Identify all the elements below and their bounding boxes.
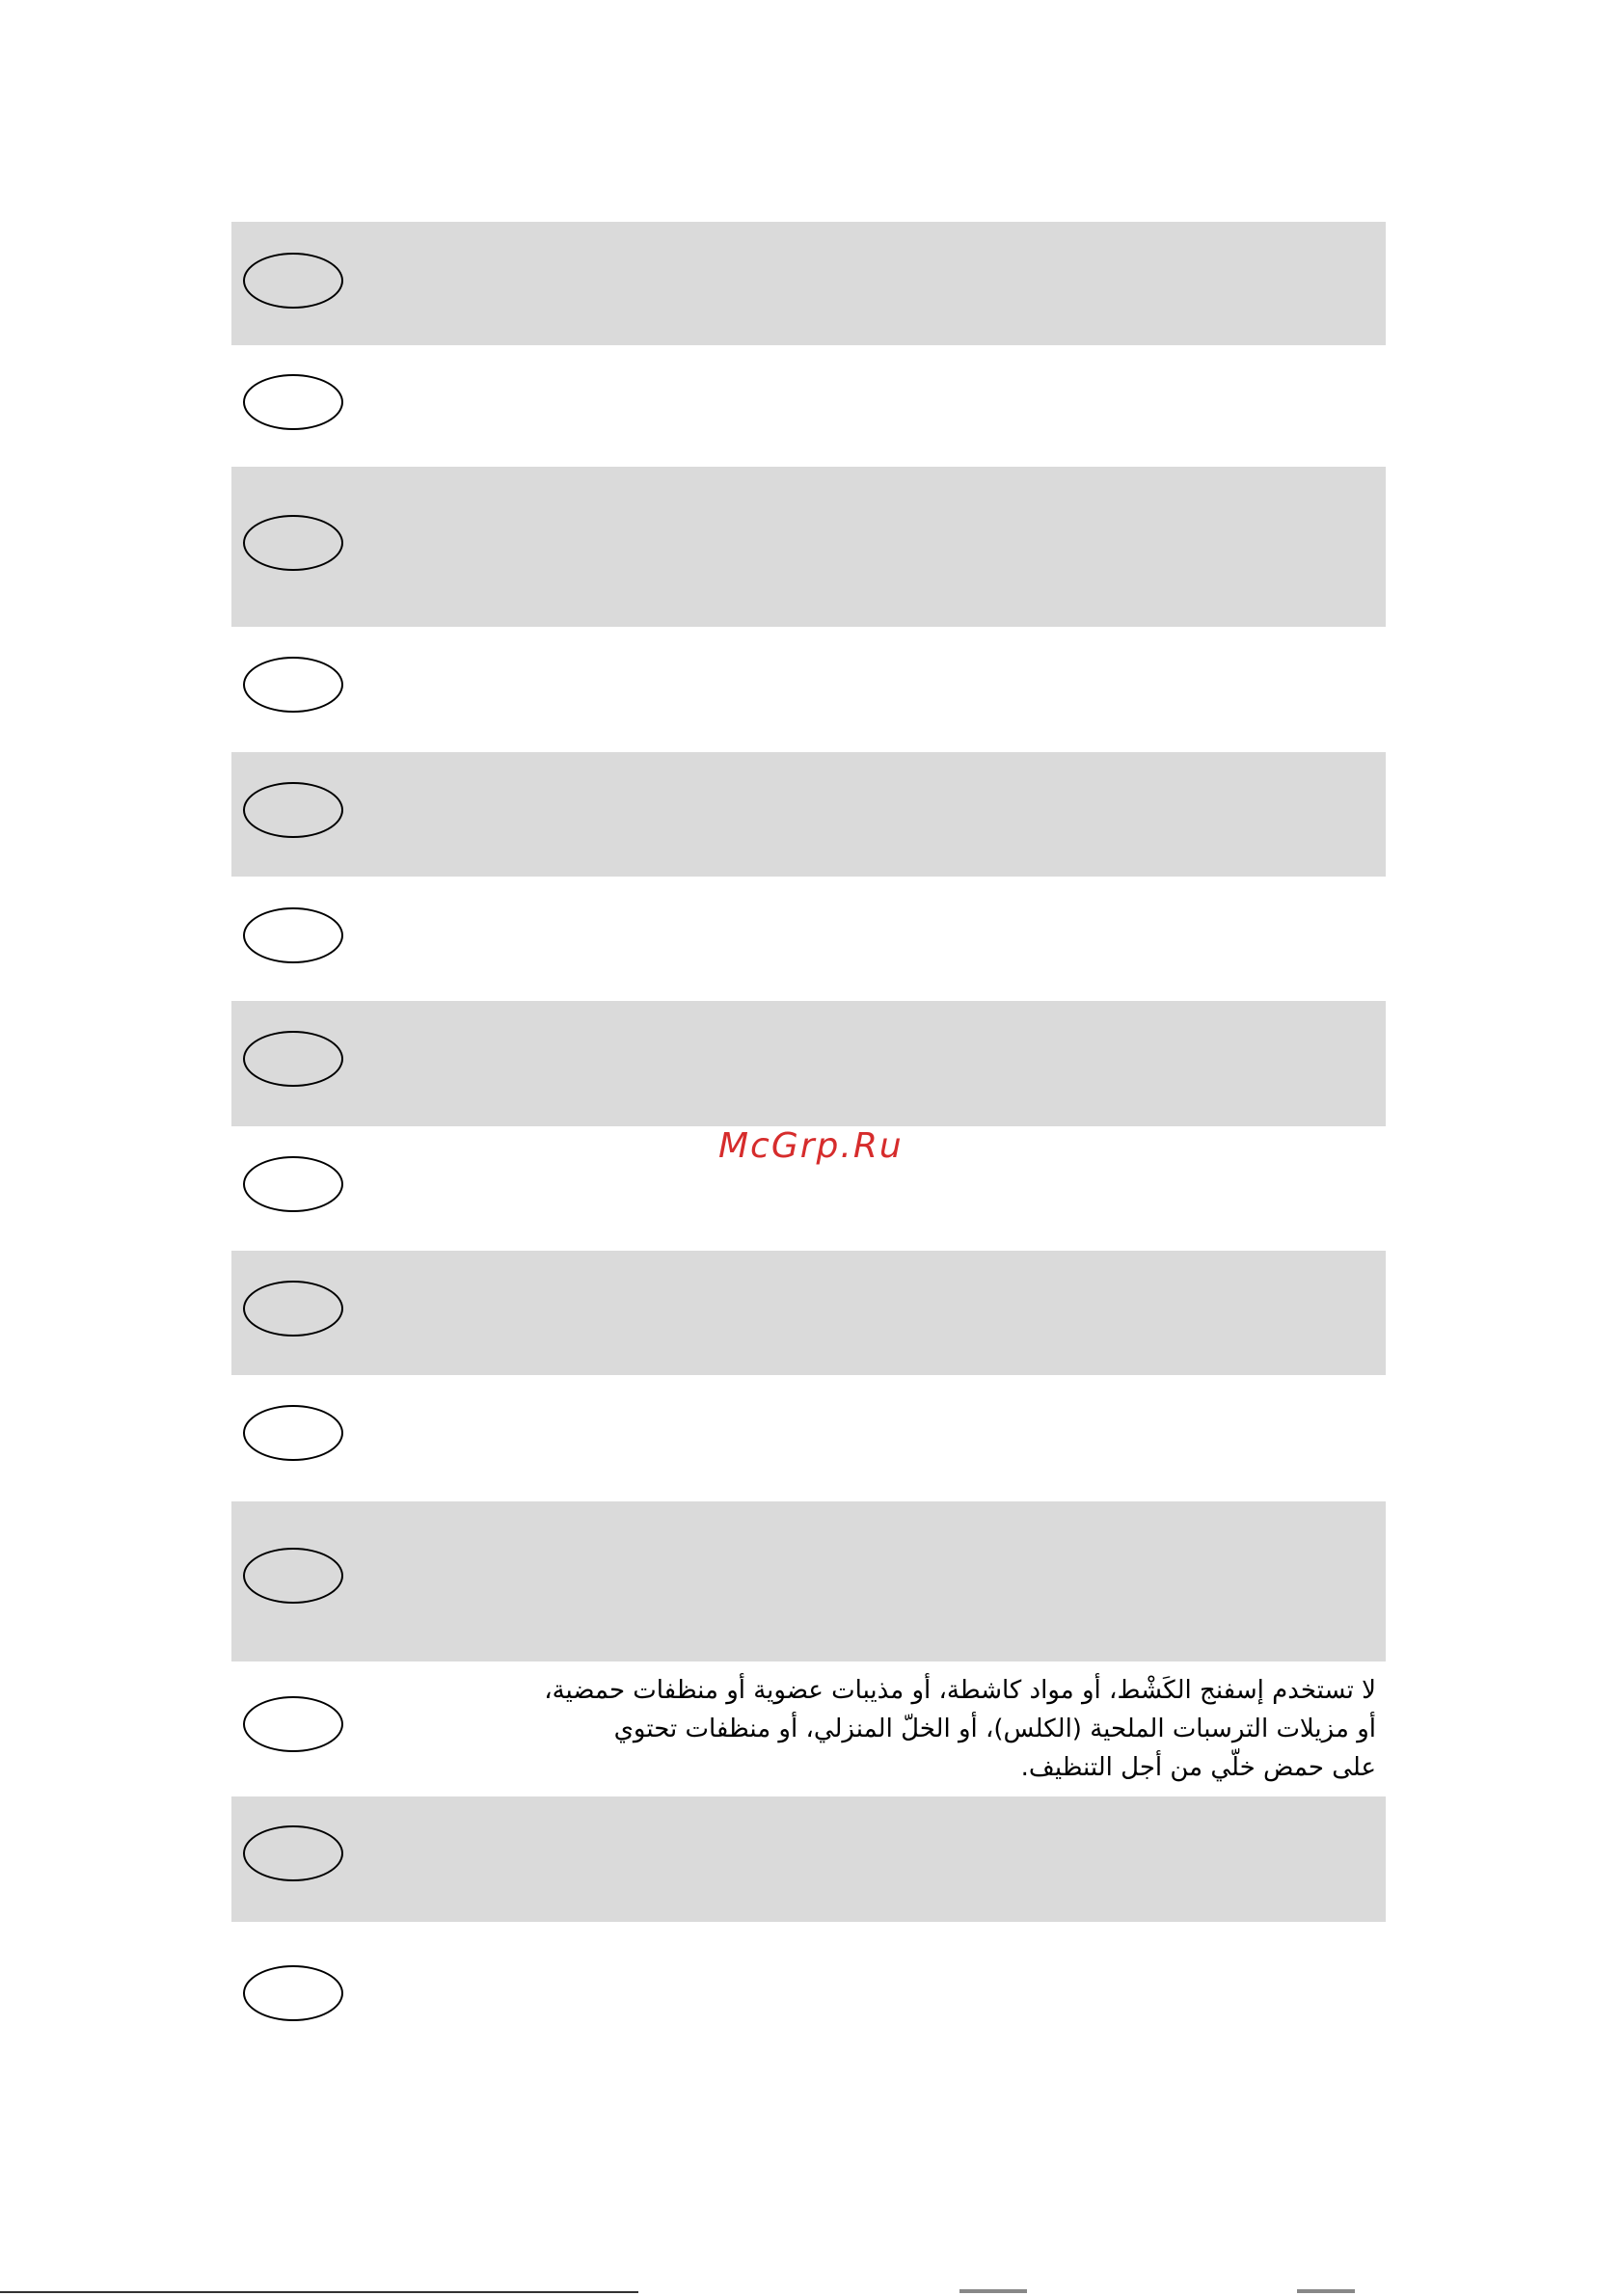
language-oval xyxy=(243,515,343,571)
table-row xyxy=(231,1661,1386,1796)
table-row xyxy=(231,345,1386,467)
table-row xyxy=(231,1501,1386,1661)
language-oval xyxy=(243,1548,343,1604)
language-oval xyxy=(243,657,343,713)
language-oval xyxy=(243,907,343,963)
table-row xyxy=(231,1922,1386,2055)
table-row xyxy=(231,877,1386,1001)
language-oval xyxy=(243,1156,343,1212)
footer-rule xyxy=(0,2291,638,2293)
footer-mark xyxy=(1297,2289,1355,2293)
table-row xyxy=(231,1375,1386,1501)
language-oval xyxy=(243,1825,343,1881)
table-row xyxy=(231,627,1386,752)
watermark: McGrp.Ru xyxy=(718,1126,904,1166)
table-row xyxy=(231,752,1386,877)
language-oval xyxy=(243,1031,343,1087)
table-row xyxy=(231,222,1386,345)
table-row xyxy=(231,1796,1386,1922)
language-oval xyxy=(243,1405,343,1461)
language-oval xyxy=(243,782,343,838)
table-row xyxy=(231,1001,1386,1126)
language-oval xyxy=(243,374,343,430)
footer-mark xyxy=(959,2289,1027,2293)
table-row xyxy=(231,467,1386,627)
table-row xyxy=(231,1251,1386,1375)
row-text: لا تستخدم إسفنج الكَشْط، أو مواد كاشطة، أو مذيبات عضوية أو منظفات حمضية، أو مزيلات الترسبات الملحية (الكلس)، أو الخلّ المنزلي، أو منظفات تحتوي على حمض خلّي من أجل التنظيف. xyxy=(544,1676,1376,1782)
language-oval xyxy=(243,1696,343,1752)
language-oval xyxy=(243,1281,343,1337)
language-oval xyxy=(243,253,343,309)
language-oval xyxy=(243,1965,343,2021)
